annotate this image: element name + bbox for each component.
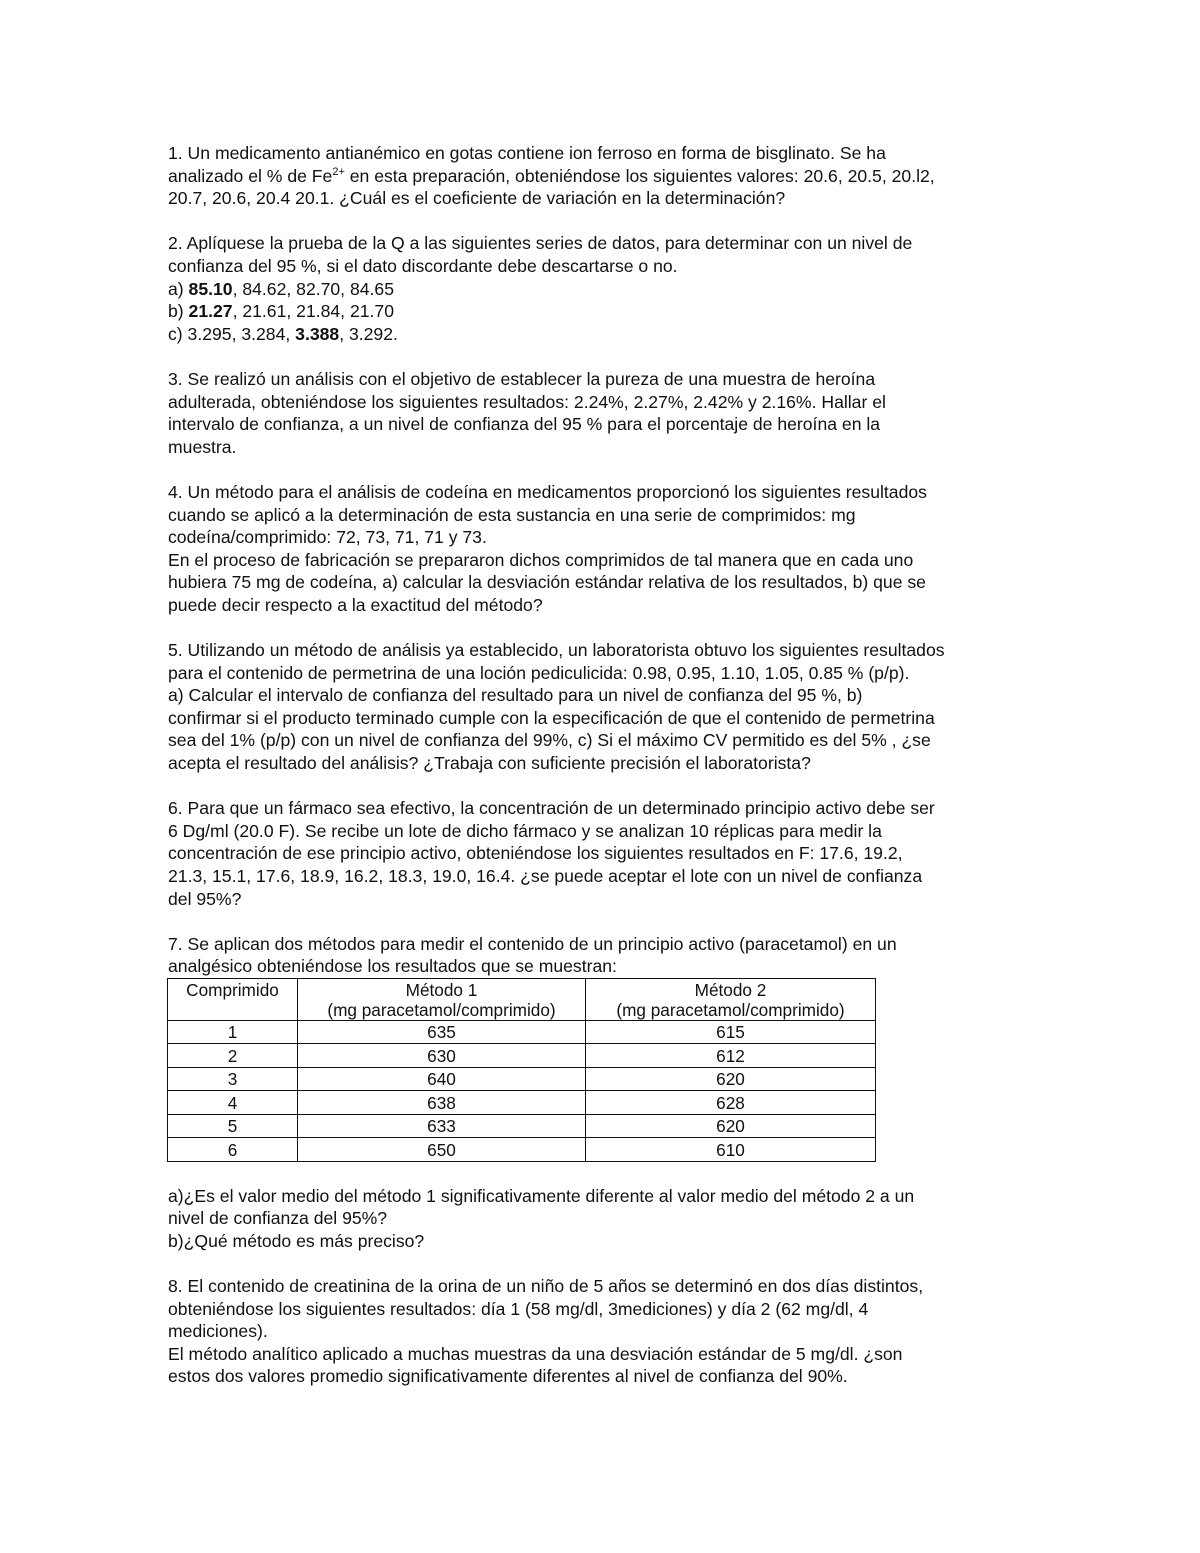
q5-line-1: 5. Utilizando un método de análisis ya establecido, un laboratorista obtuvo los siguientes resultados <box>168 640 945 661</box>
cell-metodo-1: 640 <box>298 1067 586 1091</box>
header-comprimido: Comprimido <box>168 978 298 1020</box>
q2-a-outlier: 85.10 <box>188 278 233 299</box>
cell-comprimido: 2 <box>168 1044 298 1068</box>
cell-comprimido: 4 <box>168 1091 298 1115</box>
q5-line-6: acepta el resultado del análisis? ¿Trabaja con suficiente precisión el laboratorista? <box>168 753 811 774</box>
cell-comprimido: 3 <box>168 1067 298 1091</box>
q1-line-3: 20.7, 20.6, 20.4 20.1. ¿Cuál es el coeficiente de variación en la determinación? <box>168 188 786 209</box>
q4-line-3: codeína/comprimido: 72, 73, 71, 71 y 73. <box>168 527 487 548</box>
table-row <box>168 1020 876 1044</box>
q8-line-4: El método analítico aplicado a muchas muestras da una desviación estándar de 5 mg/dl. ¿son <box>168 1343 903 1364</box>
question-3 <box>168 368 1048 458</box>
q5-line-3: a) Calcular el intervalo de confianza del resultado para un nivel de confianza del 95 %, b) <box>168 685 863 706</box>
header-metodo-2 <box>586 978 876 1020</box>
cell-comprimido: 6 <box>168 1138 298 1162</box>
cell-metodo-1: 650 <box>298 1138 586 1162</box>
q2-item-b <box>168 300 1048 323</box>
question-8 <box>168 1275 1048 1388</box>
q5-line-2: para el contenido de permetrina de una loción pediculicida: 0.98, 0.95, 1.10, 1.05, 0.85 % (p/p). <box>168 662 910 683</box>
q8-line-1: 8. El contenido de creatinina de la orina de un niño de 5 años se determinó en dos días distintos, <box>168 1275 924 1296</box>
q7-line-2: analgésico obteniéndose los resultados que se muestran: <box>168 956 617 977</box>
q2-item-c <box>168 323 1048 346</box>
question-5 <box>168 639 1048 775</box>
q4-line-6: puede decir respecto a la exactitud del método? <box>168 594 543 615</box>
q2-b-outlier: 21.27 <box>188 301 233 322</box>
q6-line-4: 21.3, 15.1, 17.6, 18.9, 16.2, 18.3, 19.0, 16.4. ¿se puede aceptar el lote con un nivel de confianza <box>168 866 923 886</box>
header-metodo-2-unit: (mg paracetamol/comprimido) <box>616 999 845 1020</box>
cell-metodo-2: 610 <box>586 1138 876 1162</box>
q2-c-values: , 3.292. <box>339 323 398 344</box>
q4-line-1: 4. Un método para el análisis de codeína en medicamentos proporcionó los siguientes resultados <box>168 481 927 502</box>
q6-line-2: 6 Dg/ml (20.0 F). Se recibe un lote de dicho fármaco y se analizan 10 réplicas para medir la <box>168 820 882 841</box>
q4-line-4: En el proceso de fabricación se prepararon dichos comprimidos de tal manera que en cada uno <box>168 549 914 570</box>
q3-line-4: muestra. <box>168 436 237 457</box>
question-7 <box>168 933 1048 1253</box>
cell-comprimido: 1 <box>168 1020 298 1044</box>
table-header-row <box>168 978 876 1020</box>
cell-metodo-1: 635 <box>298 1020 586 1044</box>
cell-metodo-1: 633 <box>298 1114 586 1138</box>
header-metodo-2-title: Método 2 <box>694 979 767 1000</box>
q1-line-1: 1. Un medicamento antianémico en gotas contiene ion ferroso en forma de bisglinato. Se ha <box>168 143 886 163</box>
header-metodo-1 <box>298 978 586 1020</box>
q5-line-4: confirmar si el producto terminado cumple con la especificación de que el contenido de permetrina <box>168 707 935 728</box>
cell-metodo-2: 628 <box>586 1091 876 1115</box>
document-page <box>168 142 1048 1388</box>
table-row <box>168 1138 876 1162</box>
table-row <box>168 1067 876 1091</box>
q6-line-3: concentración de ese principio activo, obteniéndose los siguientes resultados en F: 17.6, 19.2, <box>168 843 903 864</box>
q1-line-2-rest: en esta preparación, obteniéndose los siguientes valores: 20.6, 20.5, 20.l2, <box>344 165 935 186</box>
question-2 <box>168 232 1048 345</box>
q3-line-1: 3. Se realizó un análisis con el objetivo de establecer la pureza de una muestra de heroína <box>168 368 876 389</box>
q4-line-2: cuando se aplicó a la determinación de esta sustancia en una serie de comprimidos: mg <box>168 504 856 525</box>
q2-a-prefix: a) <box>168 278 189 299</box>
q7-part-a-line-2: nivel de confianza del 95%? <box>168 1208 388 1229</box>
q2-b-values: , 21.61, 21.84, 21.70 <box>232 301 394 322</box>
q8-line-5: estos dos valores promedio significativamente diferentes al nivel de confianza del 90%. <box>168 1366 848 1387</box>
q2-c-outlier: 3.388 <box>295 323 340 344</box>
results-table <box>167 978 876 1162</box>
q1-line-2 <box>168 165 1048 188</box>
cell-metodo-2: 612 <box>586 1044 876 1068</box>
q3-line-2: adulterada, obteniéndose los siguientes resultados: 2.24%, 2.27%, 2.42% y 2.16%. Hallar el <box>168 391 886 412</box>
q7-part-a-line-1: a)¿Es el valor medio del método 1 significativamente diferente al valor medio del método 2 a un <box>168 1185 915 1206</box>
q2-b-prefix: b) <box>168 301 189 322</box>
q2-c-prefix: c) 3.295, 3.284, <box>168 323 296 344</box>
q4-line-5: hubiera 75 mg de codeína, a) calcular la desviación estándar relativa de los resultados, b) que se <box>168 572 926 593</box>
q8-line-3: mediciones). <box>168 1321 268 1342</box>
header-metodo-1-title: Método 1 <box>405 979 478 1000</box>
q6-line-1: 6. Para que un fármaco sea efectivo, la concentración de un determinado principio activo debe ser <box>168 798 935 819</box>
q6-line-5: del 95%? <box>168 888 242 909</box>
cell-metodo-1: 630 <box>298 1044 586 1068</box>
q2-item-a <box>168 278 1048 301</box>
q8-line-2: obteniéndose los siguientes resultados: día 1 (58 mg/dl, 3mediciones) y día 2 (62 mg/dl, 4 <box>168 1298 869 1319</box>
question-4 <box>168 481 1048 617</box>
q7-part-b: b)¿Qué método es más preciso? <box>168 1230 425 1251</box>
header-metodo-1-unit: (mg paracetamol/comprimido) <box>327 999 556 1020</box>
q3-line-3: intervalo de confianza, a un nivel de confianza del 95 % para el porcentaje de heroína en la <box>168 414 881 435</box>
q5-line-5: sea del 1% (p/p) con un nivel de confianza del 99%, c) Si el máximo CV permitido es del 5% , ¿se <box>168 730 931 751</box>
cell-metodo-2: 615 <box>586 1020 876 1044</box>
table-row <box>168 1044 876 1068</box>
q2-line-2: confianza del 95 %, si el dato discordante debe descartarse o no. <box>168 255 678 276</box>
superscript-charge: 2+ <box>332 165 345 178</box>
q1-line-2-text: analizado el % de Fe <box>168 165 333 186</box>
q2-line-1: 2. Aplíquese la prueba de la Q a las siguientes series de datos, para determinar con un nivel de <box>168 233 913 254</box>
cell-metodo-2: 620 <box>586 1114 876 1138</box>
question-6 <box>168 797 1048 910</box>
cell-metodo-2: 620 <box>586 1067 876 1091</box>
table-row <box>168 1114 876 1138</box>
q7-line-1: 7. Se aplican dos métodos para medir el contenido de un principio activo (paracetamol) en un <box>168 933 897 954</box>
cell-metodo-1: 638 <box>298 1091 586 1115</box>
table-row <box>168 1091 876 1115</box>
cell-comprimido: 5 <box>168 1114 298 1138</box>
q2-a-values: , 84.62, 82.70, 84.65 <box>232 278 394 299</box>
question-1 <box>168 142 1048 210</box>
